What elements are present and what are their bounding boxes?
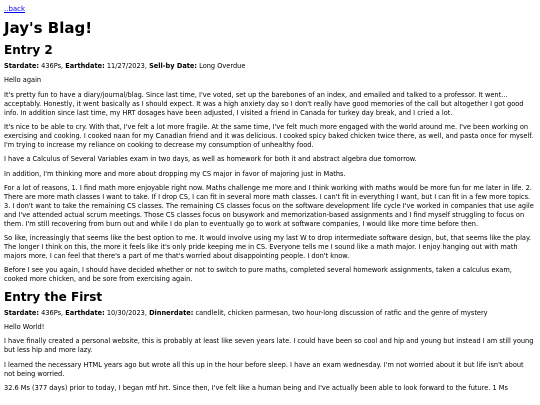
stardate-label: Stardate: [4,62,40,70]
entries [4,43,536,393]
site-title: Jay's Blag! [4,19,93,37]
entry-paragraph: For a lot of reasons, 1. I find math more enjoyable right now. Maths challenge me more and I think working with maths would be more fun for me later in life. 2. There are more math classes I want to take. If I drop CS, I can fit in several more math classes. I can't fit in everything I want, but I can fit in a few more topics. 3. I don't want to take the remaining CS classes. The remaining CS classes focus on the software development life cycle I've worked in companies that use agile and I've attended actual scrum meetings. Those CS classes focus on busywork and memorization-based assignments and I find myself struggling to focus on them. I'm still recovering from burn out and while I do plan to eventually go to work at software companies, I would like more time before then. [4,184,534,228]
entry-paragraph: I have a Calculus of Several Variables exam in two days, as well as homework for both it and abstract algebra due tomorrow. [4,155,417,164]
earthdate-label: Earthdate: [65,308,105,317]
earthdate-label: Earthdate: [65,62,105,70]
blog-entry [4,290,536,393]
blog-entry [4,43,536,284]
entry-paragraph: I have finally created a personal website, this is probably at least like seven years late. I could have been so cool and hip and young but instead I am still young but less hip and more lazy. [4,337,534,355]
earthdate-value: 11/27/2023, [106,62,147,70]
extra-date-label: Dinnerdate: [149,308,194,317]
entry-paragraph: Before I see you again, I should have decided whether or not to switch to pure maths, completed several homework assignments, taken a calculus exam, cooked more chicken, and be sore from exercising again. [4,266,512,284]
entry-meta [4,309,536,318]
entry-paragraph: 32.6 Ms (377 days) prior to today, I began mtf hrt. Since then, I've felt like a human being and I've actually been able to look forward to the future. 1 Ms [4,384,508,393]
entry-body [4,323,536,393]
entry-paragraph: I learned the necessary HTML years ago but wrote all this up in the hour before sleep. I have an exam wednesday. I'm not worried about it but life isn't about not being worried. [4,360,524,378]
entry-body [4,76,536,284]
extra-date-value: candlelit, chicken parmesan, two hour-long discussion of ratfic and the genre of mystery [195,308,488,317]
entry-paragraph: It's nice to be able to cry. With that, I've felt a lot more fragile. At the same time, I've felt much more engaged with the world around me. I've been working on exercising and cooking. I cooked naan for my Canadian friend and it was delicious. I cooked spicy baked chicken twice there, as well, and pasta once for myself. I'm trying to increase my reliance on cooking to decrease my consumption of unhealthy food. [4,123,534,149]
entry-paragraph: Hello again [4,76,42,85]
entry-paragraph: It's pretty fun to have a diary/journal/blag. Since last time, I've voted, set up the barebones of an index, and emailed and talked to a professor. It went... acceptably. Honestly, it went basically as I should expect. It was a high anxiety day so I don't really have good memories of the call but altogether I got good info. In addition since last time, my HRT dosages have been adjusted, I visited a friend in Canada for turkey day break, and I cried a lot. [4,90,524,117]
extra-date-value: Long Overdue [199,62,246,70]
entry-meta [4,62,536,71]
entry-paragraph: Hello World! [4,323,45,332]
entry-title: Entry the First [4,289,103,304]
stardate-label: Stardate: [4,308,40,317]
entry-paragraph: So like, increasingly that seems like the best option to me. It would involve using my last W to drop intermediate software design, but, that seems like the play. The longer I think on this, the more it feels like it's only pride keeping me in CS. Everyone tells me I sound like a math major. I enjoy hanging out with math majors more. I can feel that there's a part of me that's worried about disappointing people. I don't know. [4,234,532,260]
entry-title: Entry 2 [4,43,53,57]
entry-paragraph: In addition, I'm thinking more and more about dropping my CS major in favor of majoring just in Maths. [4,169,346,178]
earthdate-value: 10/30/2023, [106,308,147,317]
stardate-value: 436Ps, [41,308,64,317]
stardate-value: 436Ps, [41,62,64,70]
extra-date-label: Sell-by Date: [149,62,198,70]
back-link[interactable]: ..back [4,5,26,13]
